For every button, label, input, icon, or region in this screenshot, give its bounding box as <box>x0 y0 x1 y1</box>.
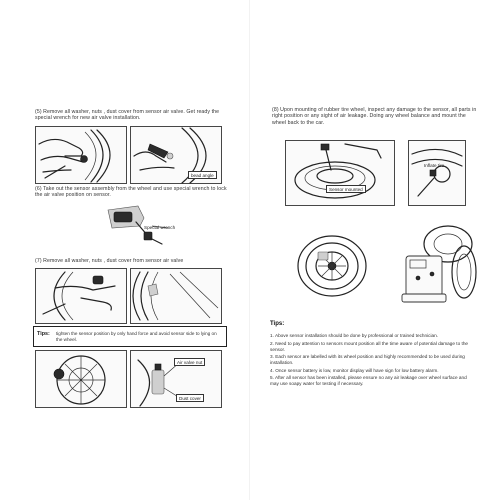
step-7-illustration-rim-sensor <box>35 350 127 408</box>
step-8-illustration-wheel-balancer <box>398 222 478 312</box>
inflate-tire-callout: Inflate tire <box>424 162 445 168</box>
step-8-illustration-inflate-tire <box>408 140 466 206</box>
sensor-mounted-callout: Sensor mounted <box>326 185 366 193</box>
step-7-illustration-remove-parts <box>35 268 127 324</box>
air-valve-nut-callout: Air valve nut <box>174 358 205 366</box>
step-6-text: (6) Take out the sensor assembly from the wheel and use special wrench to lock the air valve position on sensor. <box>35 186 227 199</box>
dust-cover-callout: Dust cover <box>176 394 204 402</box>
special-wrench-callout: Special wrench <box>144 224 176 230</box>
tips-list <box>270 333 476 389</box>
step-5-text: (5) Remove all washer, nuts , dust cover from sensor air valve. Get ready the special wrench for new air valve installation. <box>35 109 220 122</box>
step-7-text: (7) Remove all washer, nuts , dust cover from sensor air valve <box>35 258 184 264</box>
step-8-illustration-mounted-tire <box>292 222 374 304</box>
tips-label: Tips: <box>37 331 50 337</box>
tip-item: 2. Need to pay attention to sensors mount position all the time aware of potential damage to the sensor. <box>270 340 469 352</box>
tip-item: 5. After all sensor has been installed, please ensure no any air leakage over wheel surface and may use soapy water for testing if necessary. <box>270 375 467 387</box>
page-gutter <box>249 0 250 500</box>
step-5-illustration-remove-nut <box>35 126 127 184</box>
tips-section-title: Tips: <box>270 321 285 327</box>
step-8-text: (8) Upon mounting of rubber tire wheel, inspect any damage to the sensor, all parts in right position or any sight of air leakage. Doing any wheel balance and mount the wheel back to the car. <box>272 107 477 126</box>
step-7-illustration-wheel-rim <box>130 268 222 324</box>
tip-item: 4. Once sensor battery is low, monitor display will have sign for low battery alarm. <box>270 367 439 373</box>
step-7-tips-box <box>33 326 227 347</box>
bead-angle-callout: bead angle <box>188 171 217 179</box>
tips-box-text: tighten the sensor position by only hand force and avoid sensor side to lying on the wheel. <box>56 331 217 342</box>
tip-item: 3. Each sensor are labelled with its wheel position and highly recommended to be used during installation. <box>270 354 465 366</box>
tip-item: 1. Above sensor installation should be done by professional or trained technician. <box>270 333 439 338</box>
step-8-illustration-tire-changer <box>285 140 395 206</box>
